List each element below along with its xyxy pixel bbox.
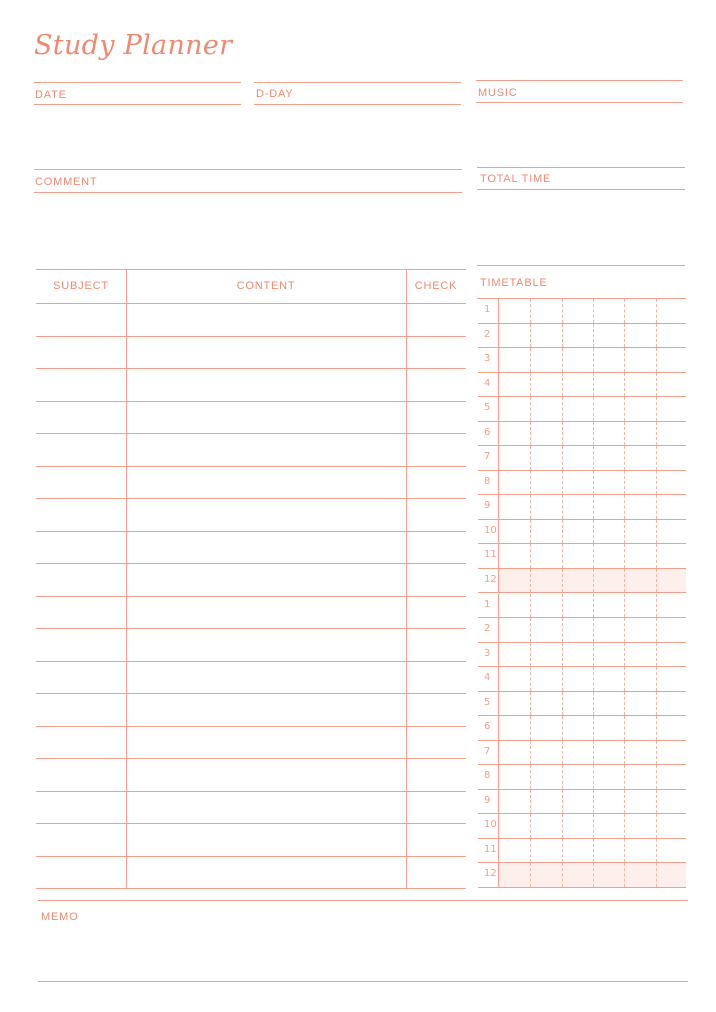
dday-bottom-line [254, 104, 461, 105]
timetable-divider [593, 643, 594, 667]
timetable-divider [530, 863, 531, 887]
timetable-divider [530, 839, 531, 863]
timetable-divider [530, 544, 531, 568]
timetable-hour-label: 5 [484, 696, 491, 708]
timetable-cells [498, 397, 686, 421]
timetable-divider [593, 299, 594, 323]
timetable-row [478, 299, 686, 324]
timetable-divider [624, 422, 625, 446]
timetable-hour-label: 7 [484, 451, 491, 463]
timetable-hour-label: 5 [484, 402, 491, 414]
timetable-divider [593, 446, 594, 470]
timetable-row [478, 839, 686, 864]
timetable-divider [624, 790, 625, 814]
timetable-cells [498, 495, 686, 519]
timetable-divider [593, 692, 594, 716]
table-row [36, 401, 466, 402]
timetable-divider [624, 495, 625, 519]
table-row [36, 433, 466, 434]
timetable-hour-label: 2 [484, 328, 491, 340]
timetable-row [478, 790, 686, 815]
timetable-divider [624, 692, 625, 716]
timetable-hour-label: 1 [484, 598, 491, 610]
timetable-divider [656, 741, 657, 765]
timetable-row [478, 569, 686, 594]
timetable-divider [562, 397, 563, 421]
timetable-divider [656, 373, 657, 397]
timetable-divider [562, 471, 563, 495]
memo-label: MEMO [41, 911, 79, 923]
timetable-hour-label: 6 [484, 426, 491, 438]
timetable-divider [624, 299, 625, 323]
timetable-divider [562, 618, 563, 642]
timetable-divider [624, 716, 625, 740]
timetable-divider [656, 692, 657, 716]
table-row [36, 368, 466, 369]
timetable-hour-label: 11 [484, 549, 497, 561]
timetable-divider [593, 765, 594, 789]
timetable-divider [624, 324, 625, 348]
timetable-divider [562, 348, 563, 372]
study-table [36, 269, 466, 888]
timetable-divider [593, 863, 594, 887]
timetable-cells [498, 863, 686, 887]
timetable-divider [530, 422, 531, 446]
timetable-divider [530, 643, 531, 667]
timetable-divider [530, 299, 531, 323]
table-row [36, 823, 466, 824]
timetable-hour-label: 10 [484, 819, 497, 831]
timetable-divider [530, 446, 531, 470]
timetable-cells [498, 839, 686, 863]
timetable-hour-label: 2 [484, 623, 491, 635]
timetable-divider [624, 667, 625, 691]
table-row [36, 563, 466, 564]
timetable-divider [562, 790, 563, 814]
timetable-divider [656, 643, 657, 667]
timetable-divider [656, 446, 657, 470]
timetable-hour-label: 9 [484, 794, 491, 806]
timetable-hour-label: 7 [484, 745, 491, 757]
timetable-divider [593, 790, 594, 814]
timetable-row [478, 324, 686, 349]
timetable-divider [624, 348, 625, 372]
timetable-divider [656, 520, 657, 544]
table-row [36, 791, 466, 792]
date-label: DATE [35, 89, 67, 101]
timetable-divider [562, 520, 563, 544]
timetable-divider [656, 765, 657, 789]
timetable-divider [562, 643, 563, 667]
memo-bottom-line [38, 981, 688, 982]
timetable-divider [562, 373, 563, 397]
timetable-divider [530, 814, 531, 838]
timetable-divider [656, 790, 657, 814]
timetable-divider [624, 544, 625, 568]
timetable-hour-label: 11 [484, 843, 497, 855]
timetable-divider [562, 569, 563, 593]
timetable-divider [530, 692, 531, 716]
timetable-row [478, 520, 686, 545]
timetable-cells [498, 765, 686, 789]
timetable-hour-label: 8 [484, 770, 491, 782]
timetable-divider [624, 839, 625, 863]
timetable-divider [593, 495, 594, 519]
timetable-divider [656, 569, 657, 593]
table-row [36, 596, 466, 597]
timetable-divider [530, 373, 531, 397]
timetable-row [478, 422, 686, 447]
timetable-divider [593, 569, 594, 593]
table-row [36, 856, 466, 857]
timetable-hour-label: 3 [484, 647, 491, 659]
timetable-hour-label: 12 [484, 573, 497, 585]
timetable-row [478, 495, 686, 520]
timetable-hour-label: 4 [484, 672, 491, 684]
timetable-divider [656, 544, 657, 568]
timetable-divider [530, 324, 531, 348]
timetable-divider [656, 471, 657, 495]
check-header: CHECK [414, 280, 458, 292]
timetable-divider [593, 520, 594, 544]
music-top-line [476, 80, 683, 81]
music-bottom-line [476, 102, 683, 103]
timetable-cells [498, 692, 686, 716]
table-row [36, 888, 466, 889]
comment-label: COMMENT [35, 176, 98, 188]
timetable-label: TIMETABLE [480, 277, 548, 289]
timetable-hour-label: 8 [484, 475, 491, 487]
timetable-divider [593, 471, 594, 495]
timetable-divider [530, 790, 531, 814]
timetable-divider [656, 716, 657, 740]
timetable-hour-label: 9 [484, 500, 491, 512]
timetable-divider [624, 373, 625, 397]
timetable-divider [562, 422, 563, 446]
timetable-divider [624, 594, 625, 618]
table-row [36, 758, 466, 759]
timetable-divider [656, 422, 657, 446]
timetable-divider [562, 716, 563, 740]
music-label: MUSIC [478, 87, 518, 99]
content-header: CONTENT [236, 280, 296, 292]
timetable-divider [562, 446, 563, 470]
timetable-divider [656, 324, 657, 348]
timetable-divider [530, 716, 531, 740]
timetable-row [478, 814, 686, 839]
timetable-divider [656, 618, 657, 642]
timetable-row [478, 348, 686, 373]
timetable-cells [498, 520, 686, 544]
timetable-cells [498, 324, 686, 348]
timetable-divider [562, 863, 563, 887]
timetable-divider [656, 839, 657, 863]
timetable-row [478, 544, 686, 569]
timetable-divider [593, 741, 594, 765]
timetable-row [478, 618, 686, 643]
comment-bottom-line [34, 192, 462, 193]
timetable-divider [530, 765, 531, 789]
timetable-divider [656, 495, 657, 519]
timetable-divider [562, 667, 563, 691]
timetable-cells [498, 741, 686, 765]
timetable-row [478, 741, 686, 766]
timetable-grid [478, 299, 686, 888]
table-row [36, 693, 466, 694]
timetable-divider [656, 348, 657, 372]
timetable-row [478, 471, 686, 496]
timetable-hour-label: 1 [484, 304, 491, 315]
table-header-line [36, 303, 466, 304]
timetable-divider [593, 397, 594, 421]
timetable-divider [593, 839, 594, 863]
timetable-cells [498, 790, 686, 814]
timetable-divider [593, 716, 594, 740]
timetable-divider [624, 520, 625, 544]
date-top-line [34, 82, 241, 83]
check-column-divider [406, 269, 407, 888]
timetable-divider [624, 397, 625, 421]
timetable-divider [593, 324, 594, 348]
table-row [36, 531, 466, 532]
timetable-cells [498, 544, 686, 568]
date-bottom-line [34, 104, 241, 105]
timetable-cells [498, 716, 686, 740]
timetable-divider [530, 618, 531, 642]
timetable-divider [562, 765, 563, 789]
total-time-label: TOTAL TIME [480, 173, 552, 185]
timetable-hour-label: 3 [484, 353, 491, 365]
timetable-top-line [477, 265, 685, 266]
timetable-divider [656, 667, 657, 691]
timetable-divider [562, 741, 563, 765]
timetable-cells [498, 299, 686, 323]
timetable-divider [562, 495, 563, 519]
timetable-divider [562, 324, 563, 348]
timetable-divider [530, 741, 531, 765]
timetable-cells [498, 422, 686, 446]
timetable-divider [530, 495, 531, 519]
timetable-cells [498, 618, 686, 642]
timetable-divider [624, 643, 625, 667]
timetable-divider [562, 814, 563, 838]
timetable-divider [562, 594, 563, 618]
timetable-divider [593, 594, 594, 618]
timetable-cells [498, 373, 686, 397]
total-time-top-line [477, 167, 685, 168]
subject-header: SUBJECT [53, 280, 109, 292]
timetable-hour-label: 4 [484, 377, 491, 389]
timetable-divider [656, 863, 657, 887]
timetable-divider [562, 299, 563, 323]
timetable-cells [498, 348, 686, 372]
timetable-divider [593, 667, 594, 691]
timetable-hour-label: 12 [484, 868, 497, 880]
timetable-divider [562, 839, 563, 863]
timetable-divider [593, 422, 594, 446]
timetable-divider [624, 765, 625, 789]
table-row [36, 661, 466, 662]
timetable-row [478, 863, 686, 888]
timetable-hour-label: 10 [484, 524, 497, 536]
timetable-divider [530, 594, 531, 618]
timetable-divider [562, 544, 563, 568]
memo-top-line [38, 900, 688, 901]
timetable-divider [593, 814, 594, 838]
timetable-divider [624, 863, 625, 887]
comment-top-line [34, 169, 462, 170]
timetable-cells [498, 643, 686, 667]
page-title: Study Planner [34, 30, 233, 61]
timetable-row [478, 643, 686, 668]
timetable-cells [498, 594, 686, 618]
timetable-row [478, 397, 686, 422]
timetable-divider [656, 299, 657, 323]
dday-label: D-DAY [256, 88, 294, 100]
timetable-divider [593, 618, 594, 642]
timetable-row [478, 446, 686, 471]
dday-top-line [254, 82, 461, 83]
table-row [36, 466, 466, 467]
timetable-row [478, 765, 686, 790]
timetable-divider [530, 569, 531, 593]
timetable-cells [498, 446, 686, 470]
timetable-divider [530, 520, 531, 544]
timetable-row [478, 667, 686, 692]
timetable-divider [624, 471, 625, 495]
timetable-row [478, 716, 686, 741]
timetable-divider [656, 397, 657, 421]
timetable-row [478, 692, 686, 717]
timetable-divider [530, 348, 531, 372]
timetable-divider [593, 544, 594, 568]
table-row [36, 498, 466, 499]
timetable-cells [498, 814, 686, 838]
timetable-row [478, 594, 686, 619]
timetable-divider [530, 667, 531, 691]
timetable-cells [498, 667, 686, 691]
timetable-divider [624, 618, 625, 642]
timetable-divider [624, 741, 625, 765]
timetable-divider [624, 446, 625, 470]
table-row [36, 726, 466, 727]
timetable-divider [656, 594, 657, 618]
timetable-divider [530, 397, 531, 421]
timetable-divider [562, 692, 563, 716]
table-row [36, 628, 466, 629]
timetable-divider [593, 373, 594, 397]
subject-column-divider [126, 269, 127, 888]
timetable-row [478, 373, 686, 398]
timetable-divider [624, 569, 625, 593]
timetable-divider [656, 814, 657, 838]
timetable-divider [530, 471, 531, 495]
timetable-divider [624, 814, 625, 838]
timetable-hour-label: 6 [484, 721, 491, 733]
timetable-divider [593, 348, 594, 372]
timetable-cells [498, 569, 686, 593]
table-row [36, 336, 466, 337]
timetable-cells [498, 471, 686, 495]
total-time-bottom-line [477, 189, 685, 190]
